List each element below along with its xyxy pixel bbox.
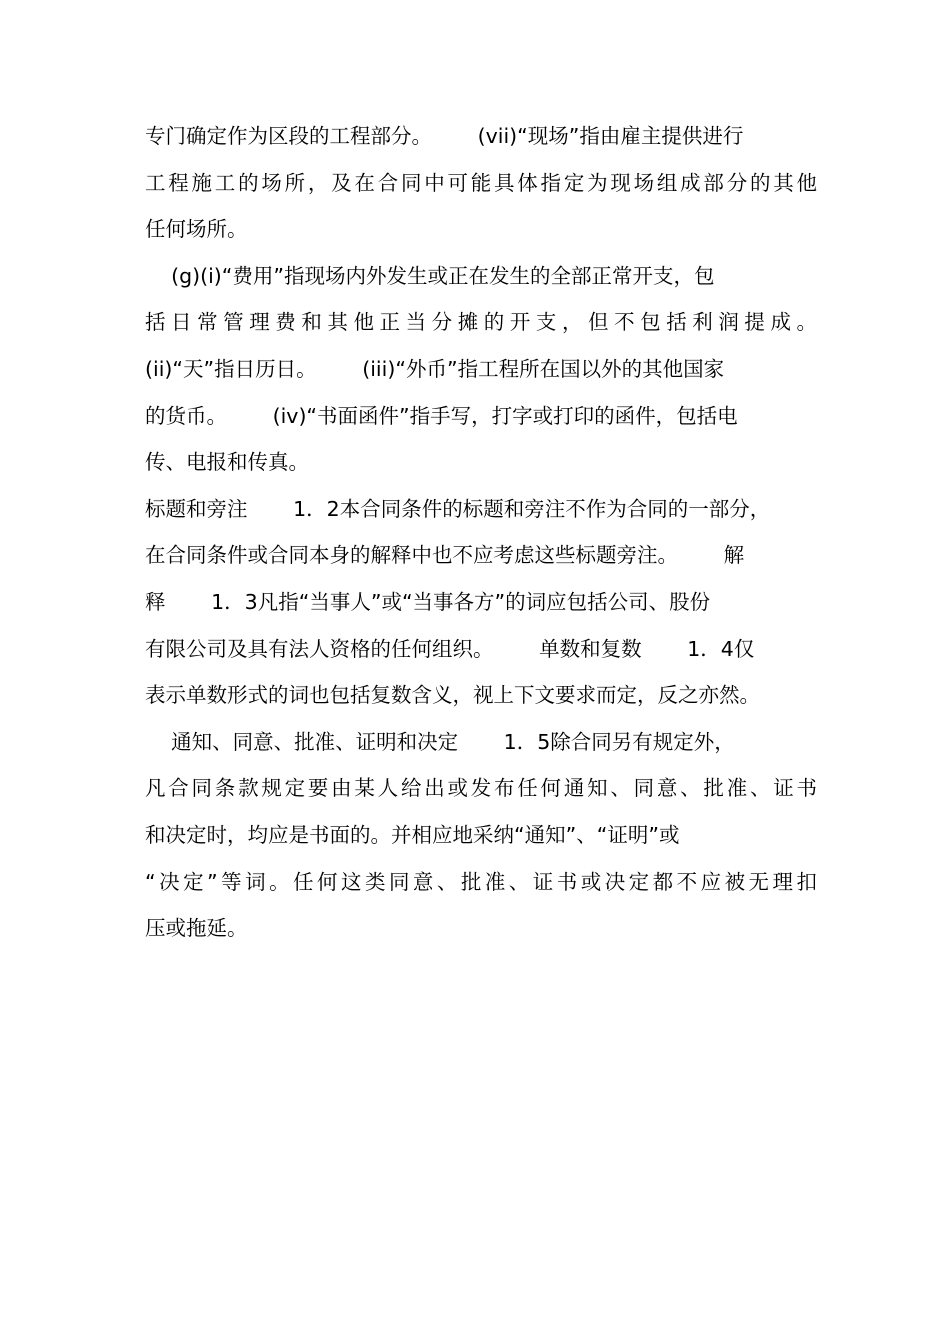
text-line: 表示单数形式的词也包括复数含义，视上下文要求而定，反之亦然。 (145, 683, 760, 708)
text-line: 任何场所。 (145, 217, 248, 242)
text-line: 压或拖延。 (145, 916, 248, 941)
text-line: 有限公司及具有法人资格的任何组织。 单数和复数 1．4仅 (145, 636, 755, 661)
text-line: 释 1．3凡指“当事人”或“当事各方”的词应包括公司、股份 (145, 589, 711, 614)
text-line: 工程施工的场所，及在合同中可能具体指定为现场组成部分的其他 (145, 170, 817, 195)
text-line: 的货币。 (iv)“书面函件”指手写，打字或打印的函件，包括电 (145, 403, 738, 428)
text-line: 凡合同条款规定要由某人给出或发布任何通知、同意、批准、证书 (145, 776, 817, 801)
text-line: 括日常管理费和其他正当分摊的开支，但不包括利润提成。 (145, 310, 817, 335)
text-line: 传、电报和传真。 (145, 450, 309, 475)
text-line: (g)(i)“费用”指现场内外发生或正在发生的全部正常开支，包 (145, 263, 715, 288)
text-line: 和决定时，均应是书面的。并相应地采纳“通知”、“证明”或 (145, 822, 680, 847)
text-line: “决定”等词。任何这类同意、批准、证书或决定都不应被无理扣 (145, 869, 817, 894)
text-line: 专门确定作为区段的工程部分。 (vii)“现场”指由雇主提供进行 (145, 124, 744, 148)
text-line: (ii)“天”指日历日。 (iii)“外币”指工程所在国以外的其他国家 (145, 356, 725, 381)
text-line: 在合同条件或合同本身的解释中也不应考虑这些标题旁注。 解 (145, 543, 745, 568)
text-line: 标题和旁注 1．2本合同条件的标题和旁注不作为合同的一部分， (145, 496, 771, 521)
document-body (145, 113, 817, 952)
text-line: 通知、同意、批准、证明和决定 1．5除合同另有规定外， (145, 729, 735, 754)
